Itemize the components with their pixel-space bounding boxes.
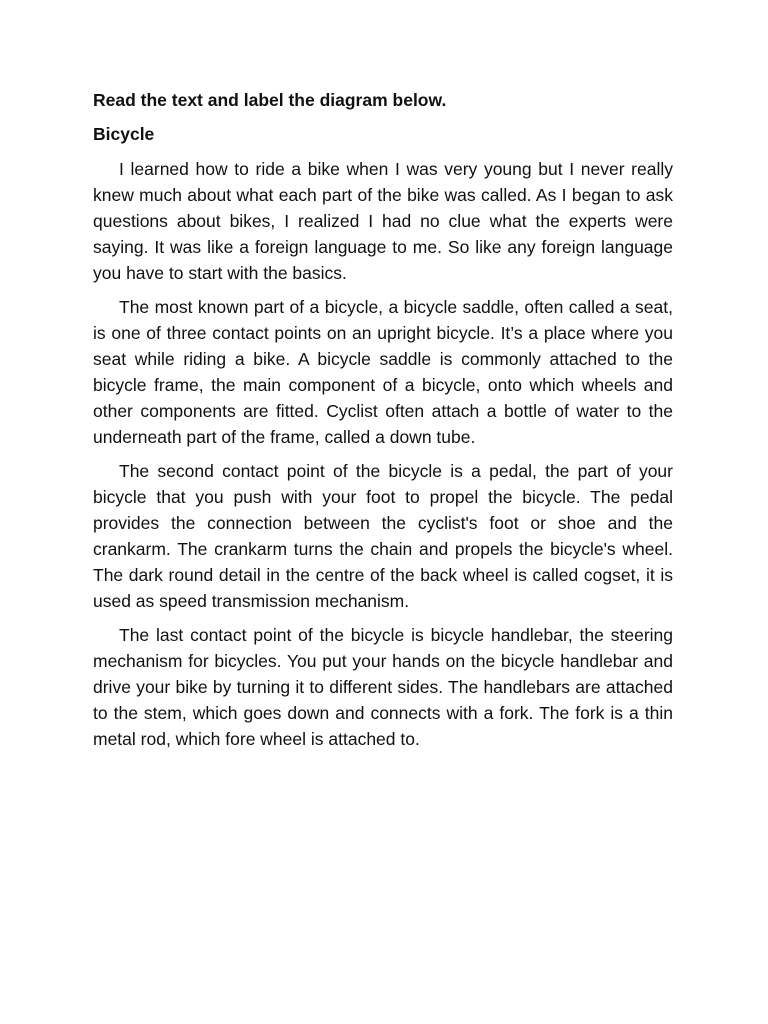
instruction-heading: Read the text and label the diagram below. — [93, 90, 447, 110]
paragraph: The last contact point of the bicycle is bicycle handlebar, the steering mechanism for bicycles. You put your hands on the bicycle handlebar and drive your bike by turning it to different sides. The handlebars are attached to the stem, which goes down and connects with a fork. The fork is a thin metal rod, which fore wheel is attached to. — [93, 625, 673, 749]
text-title: Bicycle — [93, 124, 155, 144]
paragraph: I learned how to ride a bike when I was very young but I never really knew much about what each part of the bike was called. As I began to ask questions about bikes, I realized I had no clue what the experts were saying. It was like a foreign language to me. So like any foreign language you have to start with the basics. — [93, 159, 673, 283]
paragraph: The most known part of a bicycle, a bicycle saddle, often called a seat, is one of three contact points on an upright bicycle. It’s a place where you seat while riding a bike. A bicycle saddle is commonly attached to the bicycle frame, the main component of a bicycle, onto which wheels and other components are fitted. Cyclist often attach a bottle of water to the underneath part of the frame, called a down tube. — [93, 297, 673, 447]
paragraph: The second contact point of the bicycle is a pedal, the part of your bicycle that you push with your foot to propel the bicycle. The pedal provides the connection between the cyclist's foot or shoe and the crankarm. The crankarm turns the chain and propels the bicycle's wheel. The dark round detail in the centre of the back wheel is called cogset, it is used as speed transmission mechanism. — [93, 461, 673, 611]
worksheet-page — [93, 88, 673, 760]
